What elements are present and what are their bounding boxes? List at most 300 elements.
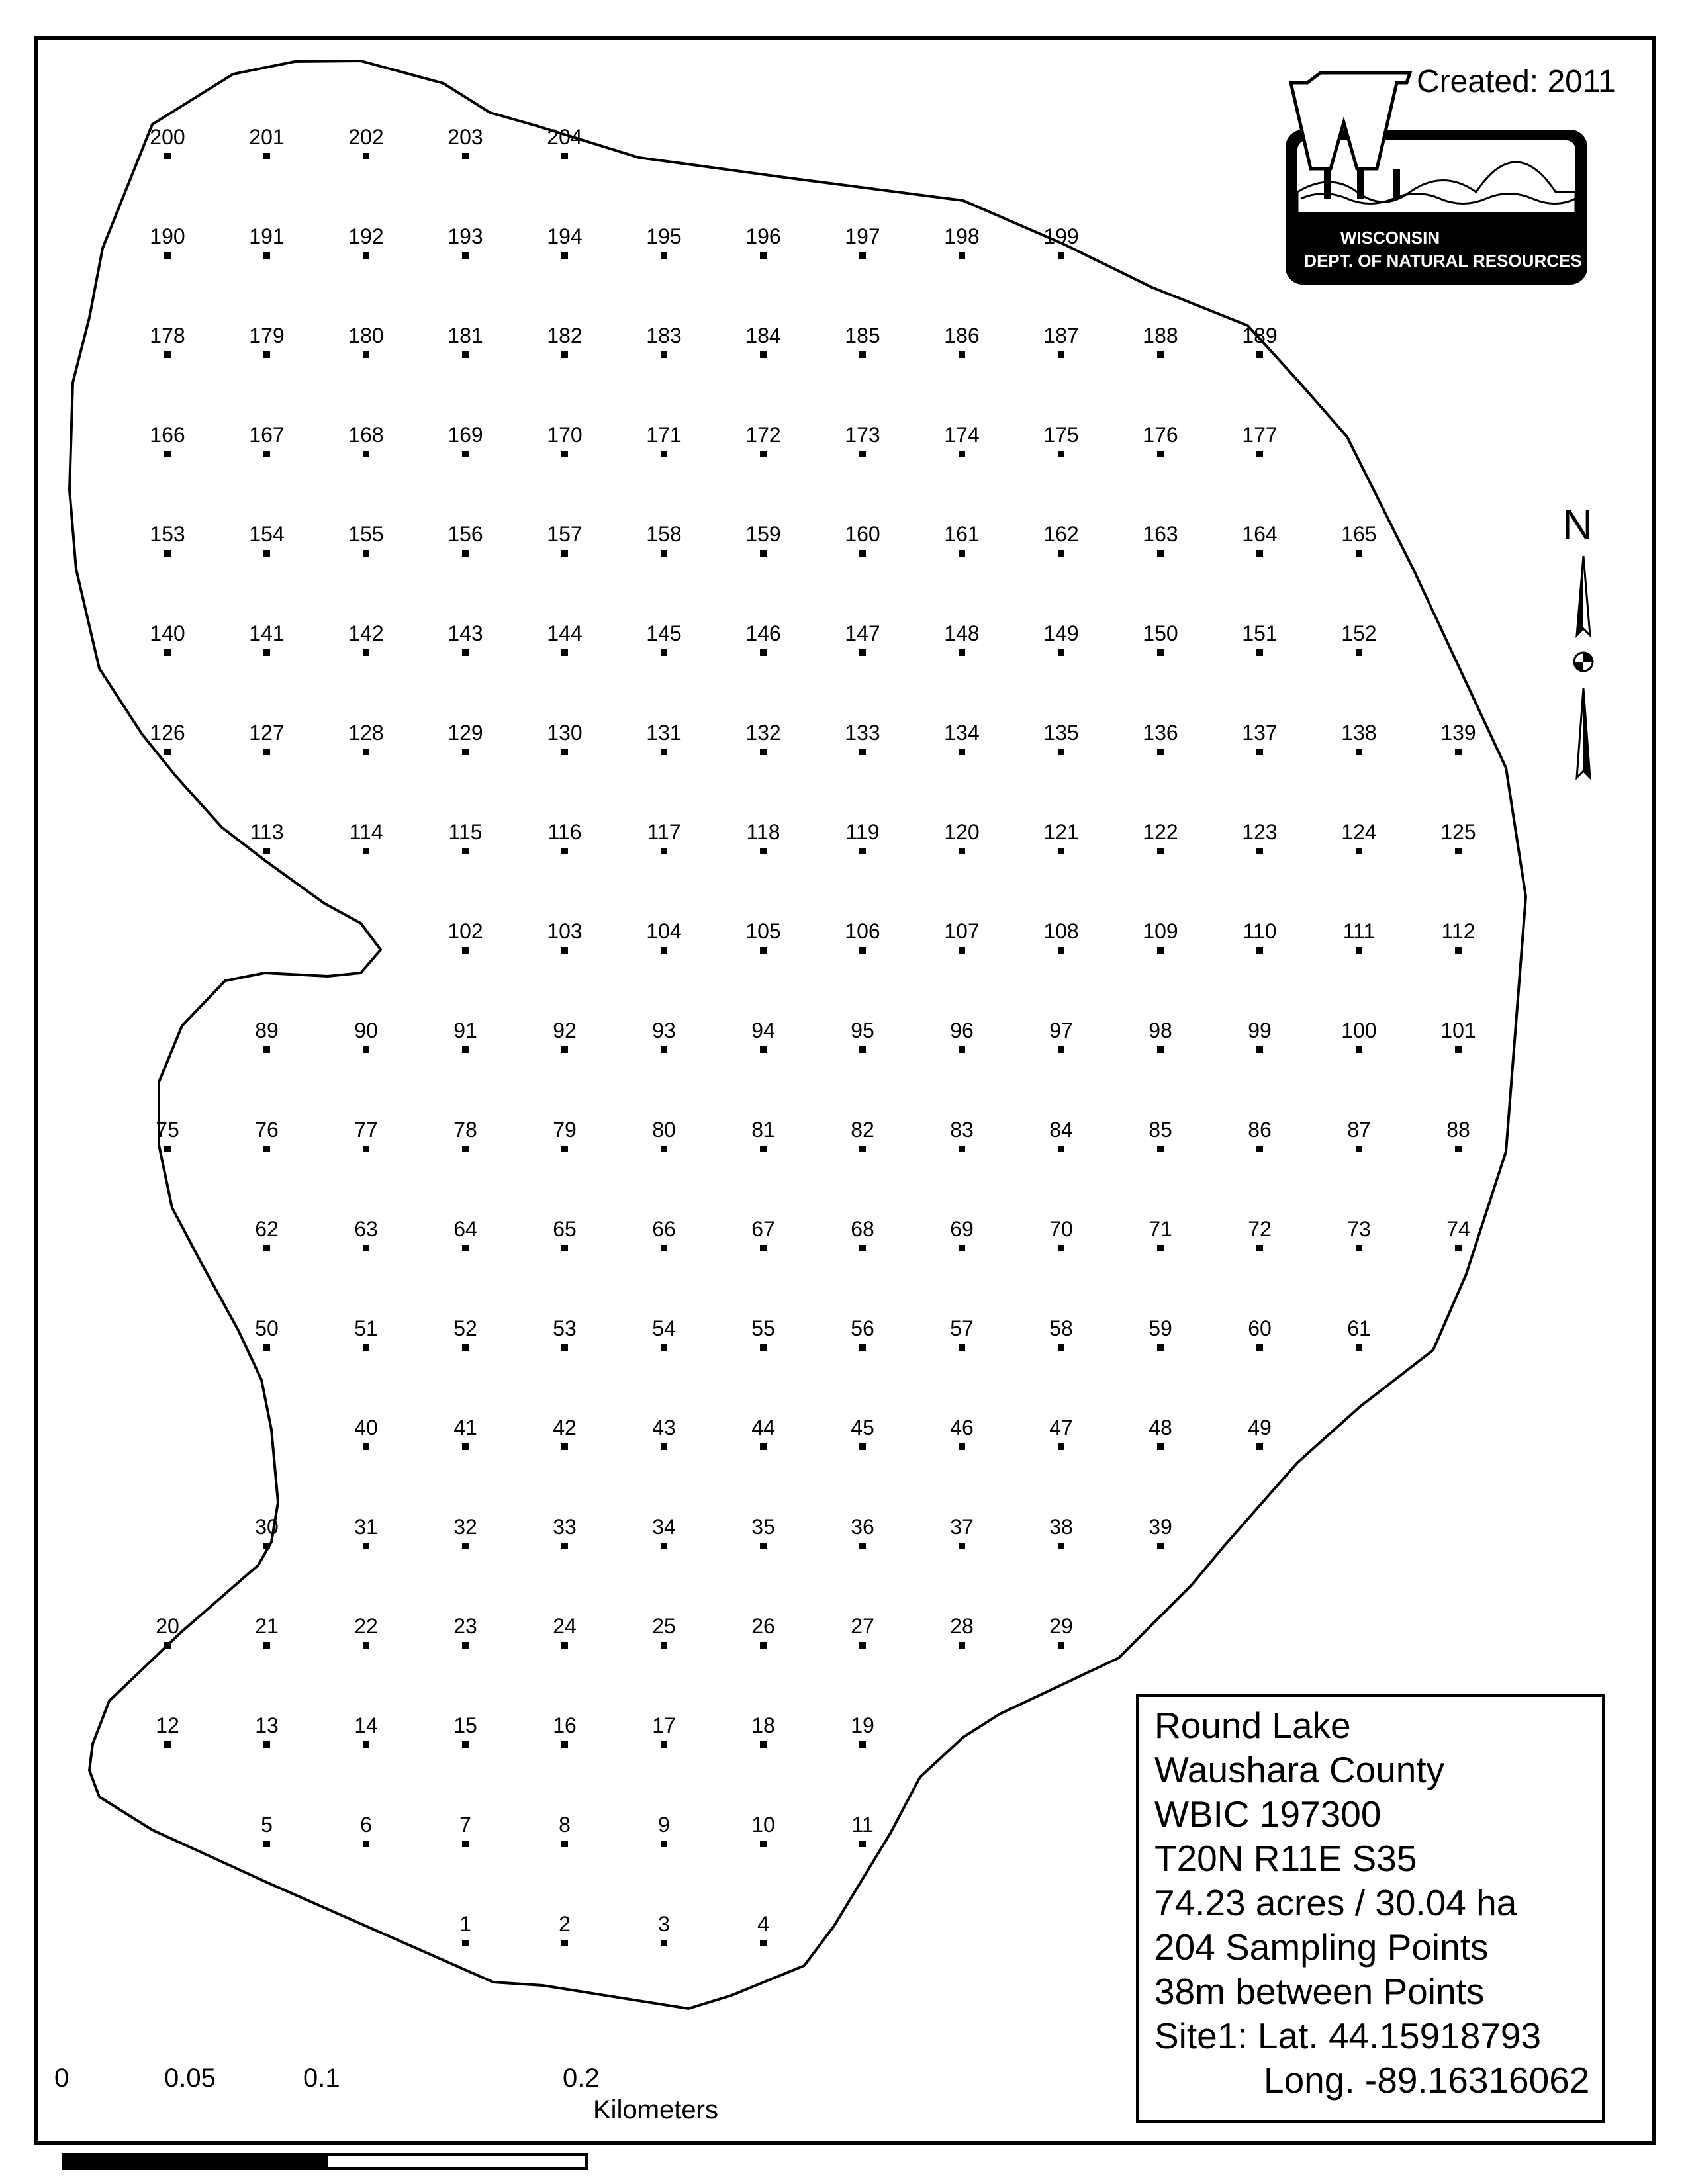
- sampling-point-label: 33: [553, 1515, 577, 1539]
- scale-bar: [63, 2154, 586, 2169]
- sampling-point-marker: [561, 252, 568, 259]
- scale-units: Kilometers: [593, 2095, 718, 2124]
- sampling-point-label: 6: [360, 1813, 372, 1837]
- sampling-point-marker: [561, 153, 568, 159]
- sampling-point-label: 90: [354, 1019, 378, 1042]
- sampling-point-marker: [561, 1344, 568, 1351]
- sampling-point-marker: [661, 1841, 667, 1847]
- sampling-point-label: 52: [453, 1316, 477, 1340]
- sampling-point-label: 109: [1143, 919, 1178, 943]
- sampling-point-label: 128: [348, 721, 384, 745]
- sampling-point-marker: [859, 1841, 866, 1847]
- sampling-point-marker: [859, 1046, 866, 1053]
- sampling-point-marker: [859, 550, 866, 557]
- sampling-point-label: 86: [1248, 1118, 1272, 1142]
- sampling-point-marker: [1256, 649, 1263, 656]
- sampling-point-label: 106: [845, 919, 880, 943]
- north-arrow-icon: [1574, 556, 1593, 778]
- sampling-point-label: 189: [1242, 324, 1278, 347]
- sampling-point-marker: [661, 1344, 667, 1351]
- sampling-point-marker: [760, 1146, 767, 1152]
- sampling-point-label: 83: [950, 1118, 974, 1142]
- sampling-point-label: 8: [559, 1813, 571, 1837]
- sampling-point-label: 173: [845, 423, 880, 447]
- sampling-point-marker: [263, 550, 270, 557]
- sampling-point-label: 155: [348, 522, 384, 546]
- sampling-point-marker: [661, 1543, 667, 1549]
- sampling-point-label: 119: [845, 820, 880, 844]
- sampling-point-label: 20: [156, 1614, 179, 1638]
- sampling-point-marker: [859, 1146, 866, 1152]
- sampling-point-marker: [661, 1146, 667, 1152]
- sampling-point-marker: [760, 1344, 767, 1351]
- sampling-point-marker: [959, 252, 965, 259]
- sampling-point-label: 148: [944, 621, 980, 645]
- north-label: N: [1562, 500, 1593, 548]
- sampling-point-marker: [363, 649, 369, 656]
- sampling-point-label: 105: [745, 919, 781, 943]
- sampling-point-label: 7: [459, 1813, 471, 1837]
- sampling-point-label: 127: [249, 721, 285, 745]
- sampling-point-label: 61: [1347, 1316, 1371, 1340]
- sampling-point-marker: [760, 1642, 767, 1649]
- sampling-point-label: 182: [547, 324, 583, 347]
- sampling-point-label: 24: [553, 1614, 577, 1638]
- sampling-point-marker: [164, 649, 171, 656]
- sampling-point-marker: [462, 1543, 469, 1549]
- sampling-point-label: 199: [1043, 224, 1079, 248]
- sampling-point-marker: [363, 1741, 369, 1748]
- sampling-point-marker: [760, 1940, 767, 1946]
- sampling-point-label: 54: [652, 1316, 676, 1340]
- scale-tick-0: 0: [54, 2064, 70, 2093]
- sampling-point-label: 150: [1143, 621, 1178, 645]
- sampling-point-label: 166: [150, 423, 185, 447]
- sampling-point-marker: [1157, 649, 1164, 656]
- sampling-point-label: 4: [757, 1912, 769, 1936]
- sampling-point-marker: [1356, 1046, 1362, 1053]
- sampling-point-label: 98: [1149, 1019, 1172, 1042]
- wbic-code: WBIC 197300: [1154, 1794, 1382, 1835]
- sampling-point-marker: [760, 848, 767, 854]
- sampling-point-marker: [859, 451, 866, 457]
- sampling-point-label: 153: [150, 522, 185, 546]
- sampling-point-marker: [462, 1344, 469, 1351]
- sampling-point-label: 79: [553, 1118, 577, 1142]
- sampling-point-label: 102: [447, 919, 483, 943]
- sampling-point-marker: [1455, 1245, 1462, 1251]
- sampling-point-marker: [859, 947, 866, 954]
- sampling-point-marker: [363, 1046, 369, 1053]
- sampling-point-marker: [1157, 1046, 1164, 1053]
- sampling-point-marker: [959, 749, 965, 755]
- sampling-point-label: 190: [150, 224, 185, 248]
- sampling-point-label: 57: [950, 1316, 974, 1340]
- sampling-point-label: 112: [1441, 919, 1476, 943]
- sampling-point-marker: [263, 153, 270, 159]
- sampling-point-label: 146: [745, 621, 781, 645]
- sampling-point-label: 177: [1242, 423, 1278, 447]
- sampling-point-label: 9: [658, 1813, 670, 1837]
- sampling-point-marker: [760, 1543, 767, 1549]
- sampling-point-marker: [1356, 848, 1362, 854]
- sampling-point-marker: [760, 550, 767, 557]
- sampling-point-label: 71: [1149, 1217, 1172, 1241]
- sampling-point-label: 183: [646, 324, 682, 347]
- sampling-point-marker: [1455, 848, 1462, 854]
- sampling-point-label: 49: [1248, 1416, 1272, 1439]
- sampling-point-label: 42: [553, 1416, 577, 1439]
- sampling-point-marker: [959, 1146, 965, 1152]
- sampling-point-label: 133: [845, 721, 880, 745]
- sampling-point-label: 53: [553, 1316, 577, 1340]
- wdnr-logo: [1286, 73, 1587, 285]
- sampling-point-marker: [1157, 848, 1164, 854]
- sampling-point-label: 171: [646, 423, 682, 447]
- sampling-point-marker: [561, 848, 568, 854]
- sampling-point-marker: [1157, 1443, 1164, 1450]
- sampling-point-marker: [959, 1543, 965, 1549]
- sampling-count: 204 Sampling Points: [1154, 1927, 1489, 1968]
- sampling-point-label: 174: [944, 423, 980, 447]
- sampling-point-marker: [1356, 649, 1362, 656]
- sampling-point-marker: [1157, 451, 1164, 457]
- sampling-point-marker: [959, 1443, 965, 1450]
- sampling-point-marker: [661, 1443, 667, 1450]
- sampling-point-marker: [164, 252, 171, 259]
- sampling-point-label: 14: [354, 1713, 378, 1737]
- sampling-point-label: 88: [1446, 1118, 1470, 1142]
- sampling-point-label: 185: [845, 324, 880, 347]
- sampling-point-label: 87: [1347, 1118, 1371, 1142]
- sampling-point-label: 31: [354, 1515, 378, 1539]
- sampling-point-marker: [859, 252, 866, 259]
- created-date: Created: 2011: [1417, 64, 1616, 99]
- lake-name: Round Lake: [1154, 1705, 1351, 1746]
- sampling-point-marker: [661, 1046, 667, 1053]
- sampling-point-marker: [263, 451, 270, 457]
- sampling-point-label: 136: [1143, 721, 1178, 745]
- sampling-point-label: 23: [453, 1614, 477, 1638]
- scale-tick-02: 0.2: [563, 2064, 600, 2093]
- sampling-point-marker: [164, 550, 171, 557]
- sampling-point-marker: [164, 451, 171, 457]
- sampling-point-label: 123: [1242, 820, 1278, 844]
- sampling-point-marker: [859, 649, 866, 656]
- sampling-point-marker: [462, 1443, 469, 1450]
- sampling-point-marker: [760, 1245, 767, 1251]
- sampling-point-label: 122: [1143, 820, 1178, 844]
- sampling-point-marker: [1256, 451, 1263, 457]
- sampling-point-marker: [561, 947, 568, 954]
- sampling-point-label: 138: [1341, 721, 1377, 745]
- sampling-point-marker: [1356, 1344, 1362, 1351]
- sampling-point-label: 66: [652, 1217, 676, 1241]
- sampling-point-label: 200: [150, 125, 185, 149]
- sampling-point-marker: [661, 1741, 667, 1748]
- sampling-point-marker: [1157, 351, 1164, 358]
- sampling-point-marker: [164, 351, 171, 358]
- site-longitude: Long. -89.16316062: [1264, 2060, 1590, 2101]
- lake-info-box: [1136, 1694, 1605, 2123]
- sampling-point-marker: [1455, 1146, 1462, 1152]
- sampling-point-marker: [164, 1741, 171, 1748]
- sampling-point-label: 89: [255, 1019, 279, 1042]
- sampling-point-label: 130: [547, 721, 583, 745]
- sampling-point-marker: [661, 451, 667, 457]
- sampling-point-marker: [859, 1642, 866, 1649]
- sampling-point-marker: [462, 1841, 469, 1847]
- sampling-point-label: 60: [1248, 1316, 1272, 1340]
- sampling-point-marker: [462, 451, 469, 457]
- sampling-point-label: 175: [1043, 423, 1079, 447]
- sampling-point-label: 3: [658, 1912, 670, 1936]
- sampling-point-marker: [164, 749, 171, 755]
- sampling-point-marker: [462, 1046, 469, 1053]
- sampling-point-marker: [462, 351, 469, 358]
- sampling-point-marker: [760, 1443, 767, 1450]
- sampling-point-marker: [263, 1245, 270, 1251]
- sampling-point-label: 43: [652, 1416, 676, 1439]
- sampling-point-marker: [959, 1642, 965, 1649]
- sampling-point-marker: [462, 252, 469, 259]
- sampling-point-label: 69: [950, 1217, 974, 1241]
- sampling-point-label: 75: [156, 1118, 179, 1142]
- sampling-point-label: 107: [944, 919, 980, 943]
- sampling-point-marker: [363, 848, 369, 854]
- sampling-point-label: 56: [851, 1316, 874, 1340]
- sampling-point-label: 124: [1341, 820, 1377, 844]
- sampling-point-label: 47: [1049, 1416, 1073, 1439]
- sampling-point-label: 95: [851, 1019, 874, 1042]
- sampling-point-marker: [661, 550, 667, 557]
- sampling-point-marker: [561, 1443, 568, 1450]
- sampling-point-label: 108: [1043, 919, 1079, 943]
- sampling-point-marker: [760, 1841, 767, 1847]
- sampling-point-label: 137: [1242, 721, 1278, 745]
- sampling-point-label: 152: [1341, 621, 1377, 645]
- sampling-point-label: 74: [1446, 1217, 1470, 1241]
- sampling-point-label: 40: [354, 1416, 378, 1439]
- sampling-point-label: 19: [851, 1713, 874, 1737]
- sampling-point-label: 129: [447, 721, 483, 745]
- sampling-point-marker: [363, 550, 369, 557]
- sampling-point-label: 93: [652, 1019, 676, 1042]
- sampling-point-label: 157: [547, 522, 583, 546]
- sampling-point-marker: [1157, 749, 1164, 755]
- sampling-point-label: 96: [950, 1019, 974, 1042]
- sampling-point-label: 164: [1242, 522, 1278, 546]
- sampling-point-label: 151: [1242, 621, 1278, 645]
- sampling-point-label: 10: [751, 1813, 775, 1837]
- sampling-point-marker: [263, 1543, 270, 1549]
- sampling-point-marker: [959, 947, 965, 954]
- sampling-point-marker: [959, 1245, 965, 1251]
- sampling-point-label: 145: [646, 621, 682, 645]
- sampling-point-marker: [462, 848, 469, 854]
- sampling-point-label: 94: [751, 1019, 775, 1042]
- sampling-point-label: 55: [751, 1316, 775, 1340]
- sampling-point-marker: [1455, 749, 1462, 755]
- sampling-point-marker: [462, 1146, 469, 1152]
- sampling-point-marker: [1058, 1046, 1064, 1053]
- sampling-point-marker: [561, 1543, 568, 1549]
- sampling-point-marker: [363, 153, 369, 159]
- sampling-point-label: 34: [652, 1515, 676, 1539]
- sampling-point-marker: [760, 749, 767, 755]
- sampling-point-marker: [263, 1344, 270, 1351]
- sampling-point-marker: [363, 351, 369, 358]
- sampling-point-marker: [1058, 252, 1064, 259]
- sampling-point-marker: [1356, 550, 1362, 557]
- sampling-point-label: 163: [1143, 522, 1178, 546]
- sampling-point-marker: [561, 1046, 568, 1053]
- sampling-point-label: 46: [950, 1416, 974, 1439]
- sampling-point-label: 39: [1149, 1515, 1172, 1539]
- sampling-point-label: 16: [553, 1713, 577, 1737]
- sampling-point-label: 72: [1248, 1217, 1272, 1241]
- sampling-point-label: 140: [150, 621, 185, 645]
- sampling-point-marker: [462, 550, 469, 557]
- sampling-point-marker: [363, 1245, 369, 1251]
- sampling-point-label: 29: [1049, 1614, 1073, 1638]
- sampling-point-marker: [1256, 1344, 1263, 1351]
- sampling-point-label: 176: [1143, 423, 1178, 447]
- sampling-point-label: 27: [851, 1614, 874, 1638]
- sampling-point-marker: [561, 1841, 568, 1847]
- sampling-point-label: 135: [1043, 721, 1079, 745]
- sampling-point-marker: [661, 749, 667, 755]
- sampling-point-label: 198: [944, 224, 980, 248]
- sampling-point-label: 5: [261, 1813, 273, 1837]
- sampling-point-marker: [363, 1443, 369, 1450]
- sampling-point-marker: [1058, 1543, 1064, 1549]
- sampling-point-marker: [1157, 550, 1164, 557]
- sampling-point-marker: [363, 252, 369, 259]
- sampling-point-label: 197: [845, 224, 880, 248]
- sampling-point-label: 180: [348, 324, 384, 347]
- township: T20N R11E S35: [1154, 1838, 1417, 1879]
- sampling-point-marker: [1058, 649, 1064, 656]
- sampling-point-label: 139: [1440, 721, 1476, 745]
- sampling-point-marker: [760, 649, 767, 656]
- sampling-point-label: 44: [751, 1416, 775, 1439]
- sampling-point-marker: [760, 1046, 767, 1053]
- county-name: Waushara County: [1154, 1749, 1445, 1790]
- sampling-point-label: 50: [255, 1316, 279, 1340]
- sampling-point-marker: [760, 252, 767, 259]
- sampling-point-marker: [1256, 1146, 1263, 1152]
- sampling-point-label: 165: [1341, 522, 1377, 546]
- sampling-point-marker: [561, 1642, 568, 1649]
- sampling-point-label: 17: [652, 1713, 676, 1737]
- sampling-point-label: 111: [1342, 919, 1376, 943]
- sampling-point-marker: [1058, 1245, 1064, 1251]
- sampling-point-label: 101: [1440, 1019, 1476, 1042]
- point-spacing: 38m between Points: [1154, 1971, 1485, 2012]
- sampling-point-marker: [363, 1146, 369, 1152]
- sampling-point-label: 41: [453, 1416, 477, 1439]
- sampling-point-marker: [859, 749, 866, 755]
- sampling-point-label: 103: [547, 919, 583, 943]
- sampling-point-label: 22: [354, 1614, 378, 1638]
- sampling-point-label: 191: [249, 224, 285, 248]
- sampling-point-label: 45: [851, 1416, 874, 1439]
- sampling-point-marker: [1058, 451, 1064, 457]
- sampling-point-label: 85: [1149, 1118, 1172, 1142]
- sampling-point-label: 158: [646, 522, 682, 546]
- sampling-point-marker: [1455, 1046, 1462, 1053]
- sampling-point-marker: [1356, 1245, 1362, 1251]
- sampling-point-marker: [959, 848, 965, 854]
- sampling-point-marker: [462, 1940, 469, 1946]
- sampling-point-label: 142: [348, 621, 384, 645]
- sampling-point-label: 115: [448, 820, 483, 844]
- sampling-point-label: 92: [553, 1019, 577, 1042]
- sampling-point-label: 99: [1248, 1019, 1272, 1042]
- sampling-point-label: 78: [453, 1118, 477, 1142]
- sampling-point-marker: [462, 1741, 469, 1748]
- sampling-point-label: 184: [745, 324, 781, 347]
- sampling-point-label: 76: [255, 1118, 279, 1142]
- sampling-point-marker: [164, 153, 171, 159]
- sampling-point-label: 156: [447, 522, 483, 546]
- sampling-point-marker: [1058, 848, 1064, 854]
- sampling-point-marker: [661, 649, 667, 656]
- sampling-point-label: 104: [646, 919, 682, 943]
- sampling-point-label: 179: [249, 324, 285, 347]
- sampling-point-label: 13: [255, 1713, 279, 1737]
- sampling-point-marker: [1455, 947, 1462, 954]
- sampling-point-marker: [661, 947, 667, 954]
- sampling-point-label: 167: [249, 423, 285, 447]
- sampling-point-label: 172: [745, 423, 781, 447]
- sampling-point-marker: [561, 550, 568, 557]
- sampling-point-marker: [363, 1543, 369, 1549]
- sampling-point-marker: [462, 1245, 469, 1251]
- sampling-point-marker: [661, 252, 667, 259]
- sampling-point-label: 100: [1341, 1019, 1377, 1042]
- sampling-point-label: 114: [349, 820, 383, 844]
- sampling-point-label: 48: [1149, 1416, 1172, 1439]
- sampling-point-marker: [164, 1642, 171, 1649]
- sampling-point-marker: [661, 1642, 667, 1649]
- sampling-point-label: 202: [348, 125, 384, 149]
- sampling-point-marker: [1256, 848, 1263, 854]
- sampling-point-label: 68: [851, 1217, 874, 1241]
- sampling-point-marker: [462, 947, 469, 954]
- sampling-point-marker: [1058, 947, 1064, 954]
- sampling-point-marker: [561, 451, 568, 457]
- sampling-point-label: 35: [751, 1515, 775, 1539]
- sampling-point-label: 116: [547, 820, 582, 844]
- sampling-point-label: 120: [944, 820, 980, 844]
- sampling-point-label: 168: [348, 423, 384, 447]
- sampling-point-label: 118: [746, 820, 780, 844]
- sampling-point-marker: [263, 749, 270, 755]
- sampling-point-marker: [661, 1940, 667, 1946]
- sampling-point-marker: [1058, 749, 1064, 755]
- sampling-point-marker: [1256, 550, 1263, 557]
- sampling-point-marker: [363, 1344, 369, 1351]
- sampling-point-label: 178: [150, 324, 185, 347]
- sampling-point-marker: [263, 1046, 270, 1053]
- sampling-point-label: 67: [751, 1217, 775, 1241]
- sampling-point-label: 63: [354, 1217, 378, 1241]
- sampling-point-label: 194: [547, 224, 583, 248]
- sampling-point-marker: [1058, 1344, 1064, 1351]
- sampling-point-marker: [661, 1245, 667, 1251]
